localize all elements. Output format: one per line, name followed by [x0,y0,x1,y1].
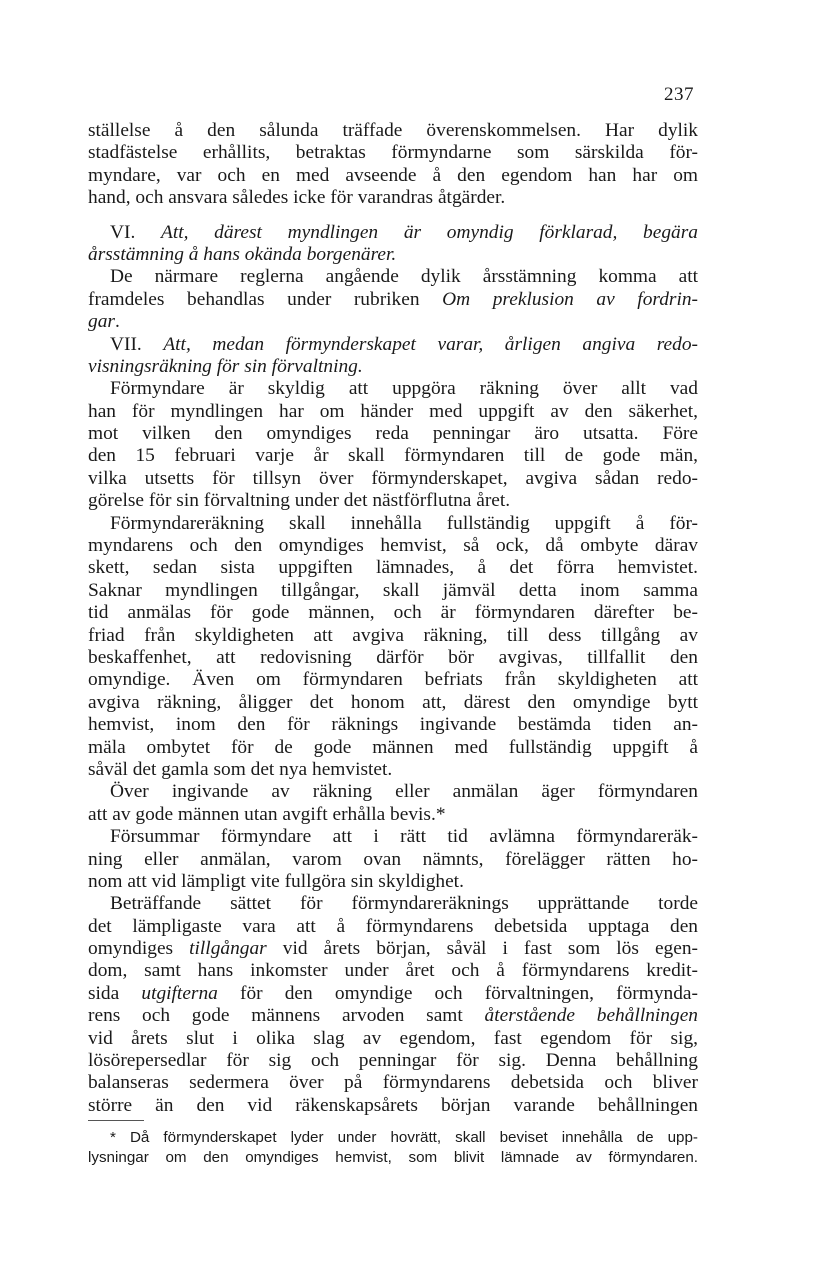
text-line: nom att vid lämpligt vite fullgöra sin skyldighet. [88,870,464,892]
text-line: det lämpligaste vara att å förmyndarens debetsida upptaga den [88,915,698,937]
text-line: han för myndlingen har om händer med uppgift av den säkerhet, [88,400,698,422]
text-line: mot vilken den omyndiges reda penningar äro utsatta. Före [88,423,698,445]
text-line: avgiva räkning, åligger det honom att, därest den omyndige bytt [88,691,698,713]
text-line: hemvist, inom den för räknings ingivande bestämda tiden an- [88,714,698,736]
text-line: De närmare reglerna angående dylik årsstämning komma att [110,266,698,288]
text-line: att av gode männen utan avgift erhålla bevis.* [88,803,446,825]
text-line: Försummar förmyndare att i rätt tid avlämna förmyndareräk- [110,826,698,848]
text-line: Beträffande sättet för förmyndareräknings upprättande torde [110,893,698,915]
text-line: myndarens och den omyndiges hemvist, så ock, då ombyte därav [88,535,698,557]
text-line: ning eller anmälan, varom ovan nämnts, förelägger rätten ho- [88,848,698,870]
text-line: rens och gode männens arvoden samt återstående behållningen [88,1005,698,1027]
text-line: skett, sedan sista uppgiften lämnades, å det förra hemvistet. [88,557,698,579]
text-line: omyndiges tillgångar vid årets början, såväl i fast som lös egen- [88,938,698,960]
text-line: Förmyndare är skyldig att uppgöra räkning över allt vad [110,378,698,400]
text-line: tid anmälas för gode männen, och är förmyndaren därefter be- [88,602,698,624]
text-line: visningsräkning för sin förvaltning. [88,355,363,377]
text-line: görelse för sin förvaltning under det nästförflutna året. [88,490,511,512]
text-line: vilka utsetts för tillsyn över förmynderskapet, avgiva sådan redo- [88,467,698,489]
text-line: Förmyndareräkning skall innehålla fullständig uppgift å för- [110,512,698,534]
text-line: lösörepersedlar för sig och penningar för sig. Denna behållning [88,1050,698,1072]
text-line: årsstämning å hans okända borgenärer. [88,243,397,265]
text-line: gar. [88,311,120,333]
text-line: sida utgifterna för den omyndige och förvaltningen, förmynda- [88,982,698,1004]
text-line: såväl det gamla som det nya hemvistet. [88,758,393,780]
text-line: den 15 februari varje år skall förmyndaren till de gode män, [88,445,698,467]
text-line: vid årets slut i olika slag av egendom, fast egendom för sig, [88,1027,698,1049]
text-line: VI. Att, därest myndlingen är omyndig förklarad, begära [110,221,698,243]
text-line: VII. Att, medan förmynderskapet varar, årligen angiva redo- [110,333,698,355]
text-line: balanseras sedermera över på förmyndarens debetsida och bliver [88,1072,698,1094]
text-line: Över ingivande av räkning eller anmälan äger förmyndaren [110,781,698,803]
footnote-line: lysningar om den omyndiges hemvist, som blivit lämnade av förmyndaren. [88,1149,698,1166]
text-line: dom, samt hans inkomster under året och å förmyndarens kredit- [88,960,698,982]
text-line: mäla ombytet för de gode männen med fullständig uppgift å [88,736,698,758]
text-line: omyndige. Även om förmyndaren befriats från skyldigheten att [88,669,698,691]
page-number: 237 [664,84,694,105]
footnote-line: * Då förmynderskapet lyder under hovrätt, skall beviset innehålla de upp- [110,1129,698,1146]
text-line: framdeles behandlas under rubriken Om preklusion av fordrin- [88,288,698,310]
text-line: ställelse å den sålunda träffade överenskommelsen. Har dylik [88,120,698,141]
text-line: hand, och ansvara således icke för varandras åtgärder. [88,187,506,209]
text-line: Saknar myndlingen tillgångar, skall jämväl detta inom samma [88,579,698,601]
text-line: större än den vid räkenskapsårets början varande behållningen [88,1094,698,1116]
footnote-divider [88,1120,144,1121]
text-line: stadfästelse erhållits, betraktas förmyndarne som särskilda för- [88,142,698,164]
text-line: beskaffenhet, att redovisning därför bör avgivas, tillfallit den [88,646,698,668]
text-line: myndare, var och en med avseende å den egendom han har om [88,164,698,186]
body-text [88,120,698,1117]
text-line: friad från skyldigheten att avgiva räkning, till dess tillgång av [88,624,698,646]
footnote [88,1128,698,1168]
